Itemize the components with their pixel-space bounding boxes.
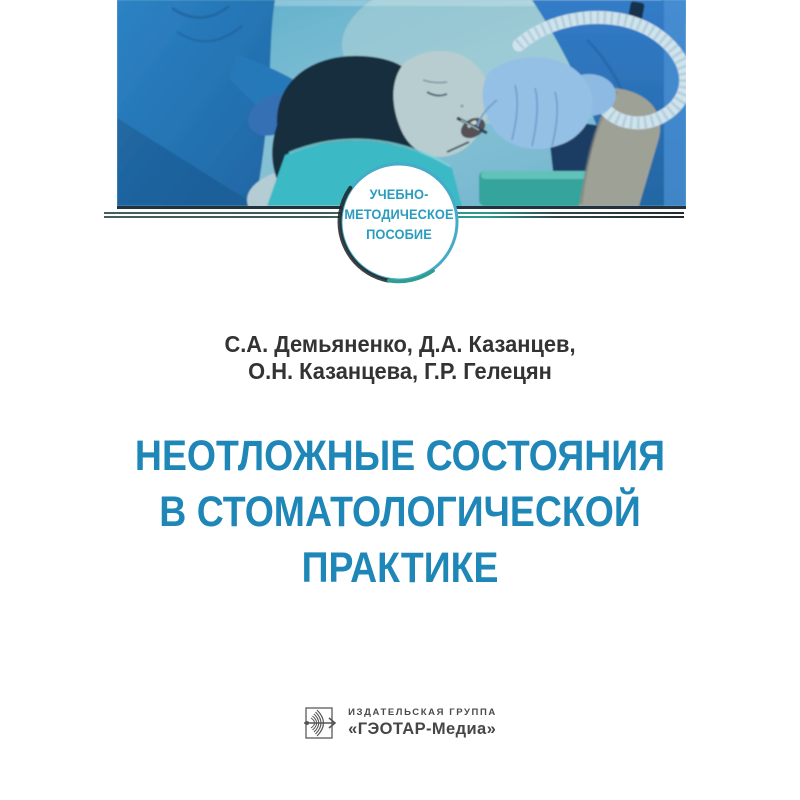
badge-line-2: МЕТОДИЧЕСКОЕ bbox=[344, 207, 454, 222]
badge-line-3: ПОСОБИЕ bbox=[366, 227, 432, 242]
book-title bbox=[52, 428, 748, 596]
authors-line-2: О.Н. Казанцева, Г.Р. Гелецян bbox=[248, 358, 552, 384]
title-line-1: НЕОТЛОЖНЫЕ СОСТОЯНИЯ bbox=[134, 432, 666, 480]
badge-line-1: УЧЕБНО- bbox=[369, 187, 429, 202]
geotar-emblem-icon bbox=[303, 706, 337, 740]
study-type-badge bbox=[337, 160, 461, 284]
title-line-3: ПРАКТИКЕ bbox=[301, 544, 499, 592]
authors bbox=[20, 331, 780, 385]
authors-line-1: С.А. Демьяненко, Д.А. Казанцев, bbox=[224, 331, 576, 357]
publisher-logo bbox=[0, 706, 800, 740]
badge-text bbox=[340, 185, 458, 245]
title-line-2: В СТОМАТОЛОГИЧЕСКОЙ bbox=[159, 488, 641, 536]
publisher-group-label: ИЗДАТЕЛЬСКАЯ ГРУППА bbox=[348, 707, 497, 718]
publisher-name: «ГЭОТАР-Медиа» bbox=[348, 720, 497, 738]
